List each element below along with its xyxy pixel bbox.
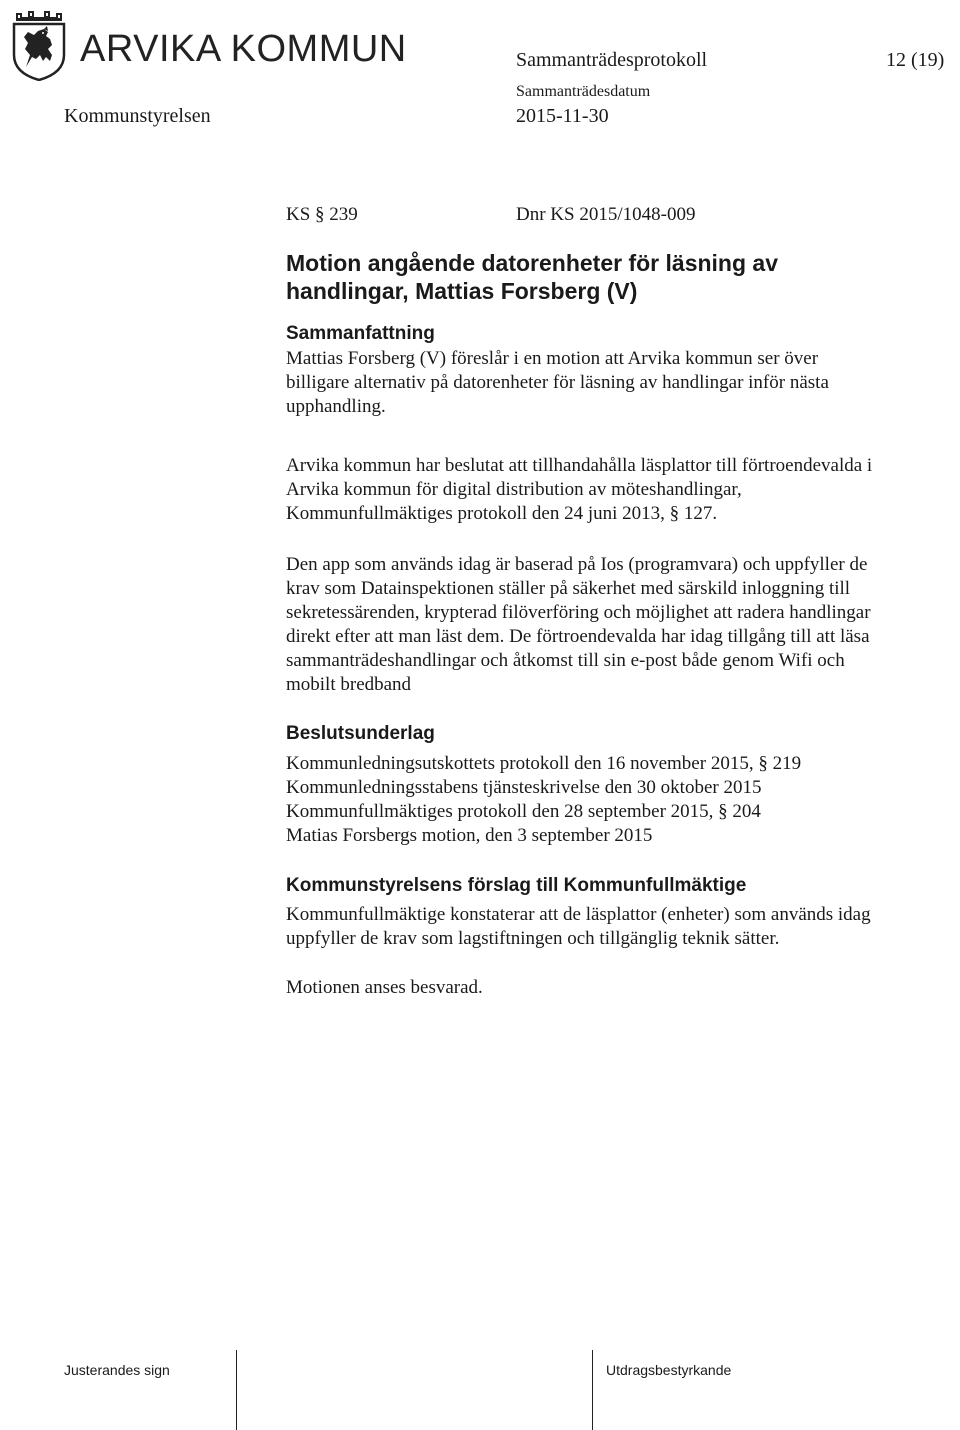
list-item: Matias Forsbergs motion, den 3 september 2015 [286, 825, 653, 846]
summary-paragraph-2 [286, 454, 946, 526]
text-line: Arvika kommun har beslutat att tillhandahålla läsplattor till förtroendevalda i [286, 455, 873, 476]
page-number: 12 (19) [886, 49, 945, 71]
diary-number: Dnr KS 2015/1048-009 [516, 204, 696, 225]
summary-heading: Sammanfattning [286, 323, 435, 344]
text-line: direkt efter att man läst dem. De förtroendevalda har idag tillgång till att läsa [286, 626, 870, 647]
text-line: Mattias Forsberg (V) föreslår i en motion att Arvika kommun ser över [286, 348, 819, 369]
proposal-heading: Kommunstyrelsens förslag till Kommunfullmäktige [286, 875, 747, 896]
meeting-date-label: Sammanträdesdatum [516, 83, 651, 100]
text-line: Kommunfullmäktige konstaterar att de läsplattor (enheter) som används idag [286, 904, 871, 925]
list-item: Kommunledningsstabens tjänsteskrivelse den 30 oktober 2015 [286, 777, 762, 798]
municipal-coat-of-arms-icon [10, 5, 68, 81]
document-type: Sammanträdesprotokoll [516, 49, 708, 71]
decision-basis-list [286, 752, 946, 848]
text-line: sekretessärenden, krypterad filöverföring och möjlighet att radera handlingar [286, 602, 871, 623]
text-line: Motionen anses besvarad. [286, 977, 483, 998]
text-line: Kommunfullmäktiges protokoll den 24 juni 2013, § 127. [286, 503, 718, 524]
extract-certification-label: Utdragsbestyrkande [606, 1362, 732, 1378]
organization-logo-text: ARVIKA KOMMUN [80, 28, 407, 70]
summary-paragraph-1 [286, 347, 946, 419]
case-title-line-1: Motion angående datorenheter för läsning av [286, 250, 779, 276]
text-line: sammanträdeshandlingar och åtkomst till sin e-post både genom Wifi och [286, 650, 845, 671]
text-line: uppfyller de krav som lagstiftningen och tillgänglig teknik sätter. [286, 928, 780, 949]
paragraph-reference: KS § 239 [286, 204, 358, 225]
signature-divider-right [592, 1350, 593, 1430]
case-title [286, 249, 946, 305]
text-line: billigare alternativ på datorenheter för läsning av handlingar inför nästa [286, 372, 829, 393]
text-line: upphandling. [286, 396, 386, 417]
signature-divider-left [236, 1350, 237, 1430]
text-line: Arvika kommun för digital distribution av möteshandlingar, [286, 479, 742, 500]
text-line: krav som Datainspektionen ställer på säkerhet med särskild inloggning till [286, 578, 851, 599]
adjuster-signature-label: Justerandes sign [64, 1362, 170, 1378]
list-item: Kommunledningsutskottets protokoll den 16 november 2015, § 219 [286, 753, 802, 774]
decision-basis-heading: Beslutsunderlag [286, 723, 435, 744]
case-title-line-2: handlingar, Mattias Forsberg (V) [286, 278, 638, 304]
text-line: Den app som används idag är baserad på Ios (programvara) och uppfyller de [286, 554, 868, 575]
list-item: Kommunfullmäktiges protokoll den 28 september 2015, § 204 [286, 801, 761, 822]
proposal-paragraph-2 [286, 976, 946, 1000]
meeting-date: 2015-11-30 [516, 105, 609, 127]
committee-name: Kommunstyrelsen [64, 105, 211, 127]
proposal-paragraph-1 [286, 903, 946, 951]
summary-paragraph-3 [286, 553, 946, 697]
text-line: mobilt bredband [286, 674, 412, 695]
